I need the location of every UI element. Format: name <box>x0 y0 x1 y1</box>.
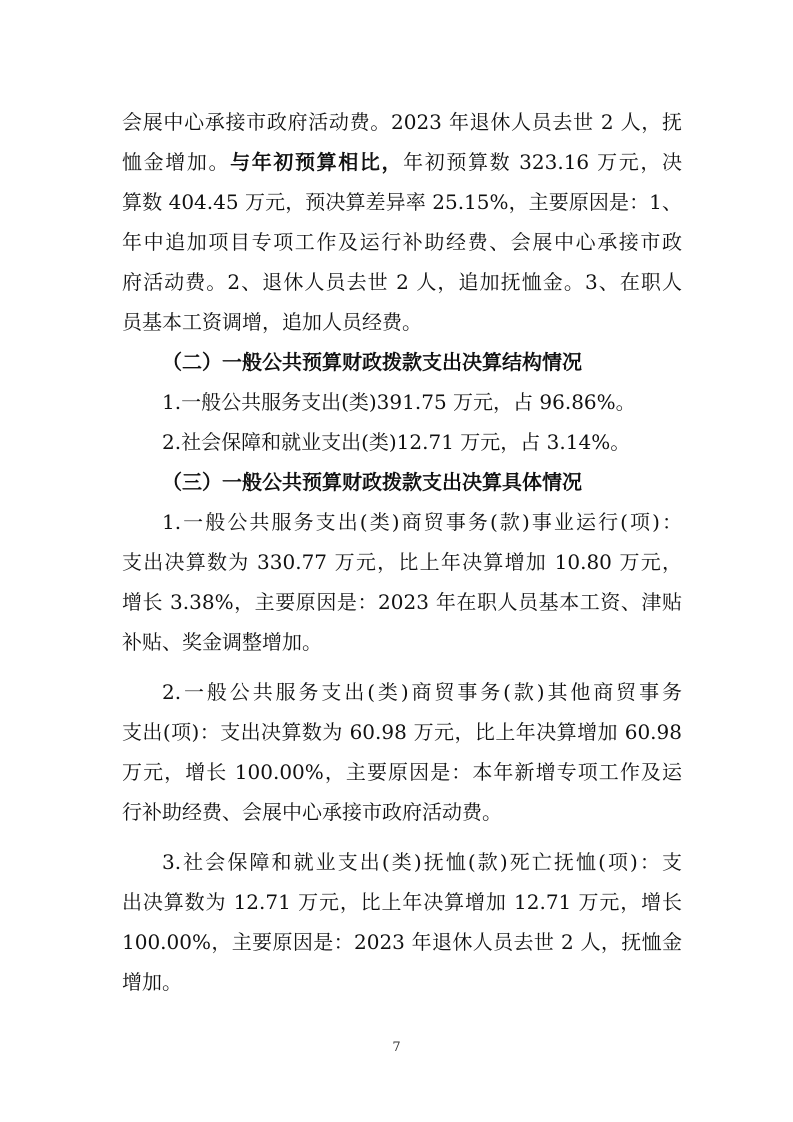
page-number: 7 <box>392 1040 401 1055</box>
text-line: 3.社会保障和就业支出(类)抚恤(款)死亡抚恤(项)：支 <box>162 850 682 874</box>
text-line: 支出(项)：支出决算数为 60.98 万元，比上年决算增加 60.98 <box>122 720 682 744</box>
section-heading-3: （三）一般公共预算财政拨款支出决算具体情况 <box>162 470 582 494</box>
text-line: 增加。 <box>122 970 182 994</box>
text-line: 2.社会保障和就业支出(类)12.71 万元，占 3.14%。 <box>162 430 631 454</box>
text-segment: 年初预算数 323.16 万元，决 <box>403 150 683 174</box>
text-segment: 恤金增加。 <box>122 150 231 174</box>
text-line: 算数 404.45 万元，预决算差异率 25.15%，主要原因是：1、 <box>122 190 682 214</box>
bold-emphasis: 与年初预算相比， <box>230 150 404 174</box>
text-line: 会展中心承接市政府活动费。2023 年退休人员去世 2 人，抚 <box>122 110 682 134</box>
text-line: 支出决算数为 330.77 万元，比上年决算增加 10.80 万元， <box>122 550 682 574</box>
text-line: 万元，增长 100.00%，主要原因是：本年新增专项工作及运 <box>122 760 682 784</box>
section-heading-2: （二）一般公共预算财政拨款支出决算结构情况 <box>162 350 582 374</box>
text-line: 年中追加项目专项工作及运行补助经费、会展中心承接市政 <box>122 230 682 254</box>
text-line: 府活动费。2、退休人员去世 2 人，追加抚恤金。3、在职人 <box>122 270 682 294</box>
text-line: 100.00%，主要原因是：2023 年退休人员去世 2 人，抚恤金 <box>122 930 682 954</box>
text-line-mixed <box>122 142 682 182</box>
text-line: 出决算数为 12.71 万元，比上年决算增加 12.71 万元，增长 <box>122 890 682 914</box>
text-line: 1.一般公共服务支出(类)391.75 万元，占 96.86%。 <box>162 390 636 414</box>
text-line: 补贴、奖金调整增加。 <box>122 630 322 654</box>
text-line: 行补助经费、会展中心承接市政府活动费。 <box>122 800 502 824</box>
text-line: 员基本工资调增，追加人员经费。 <box>122 310 422 334</box>
text-line: 增长 3.38%，主要原因是：2023 年在职人员基本工资、津贴 <box>122 590 682 614</box>
text-line: 1.一般公共服务支出(类)商贸事务(款)事业运行(项)： <box>162 510 682 534</box>
text-line: 2.一般公共服务支出(类)商贸事务(款)其他商贸事务 <box>162 680 682 704</box>
